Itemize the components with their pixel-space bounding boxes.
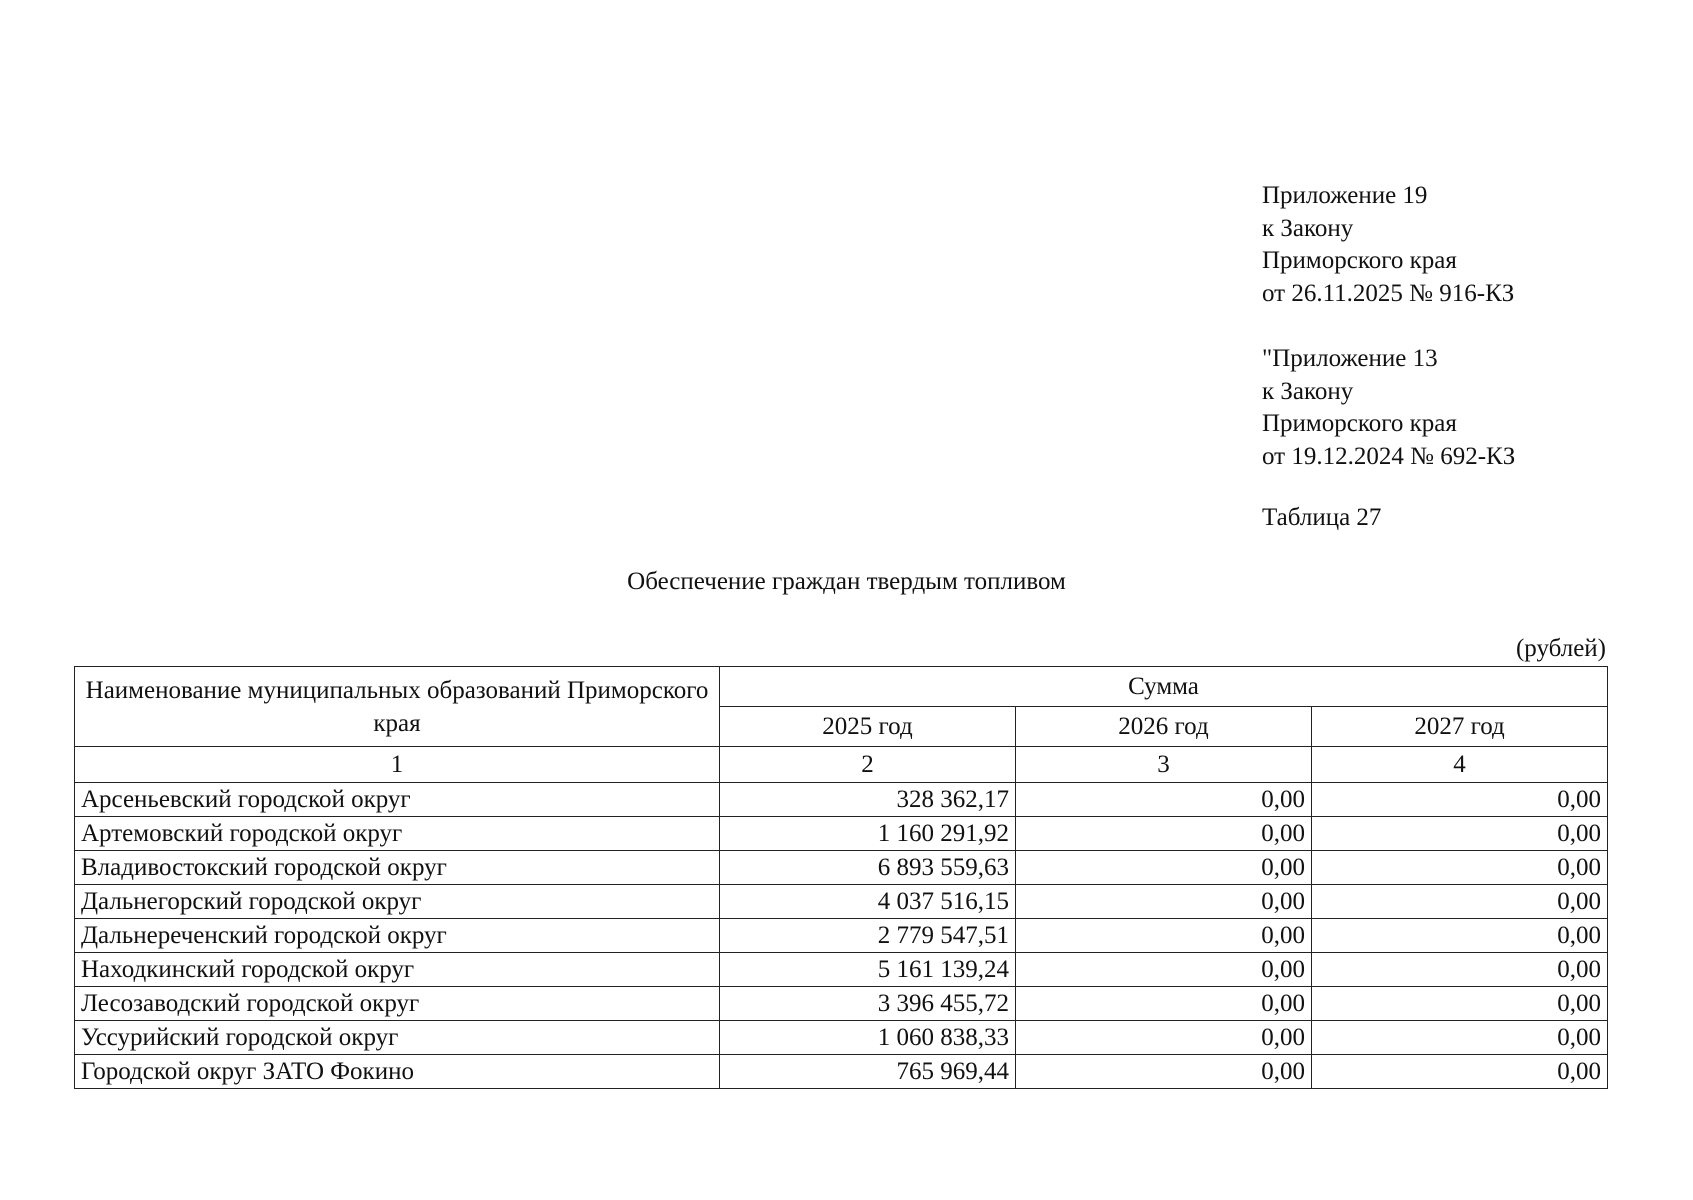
column-number: 2 — [720, 747, 1016, 783]
municipality-name: Лесозаводский городской округ — [75, 987, 720, 1021]
units-label: (рублей) — [1515, 635, 1606, 662]
municipality-name: Находкинский городской округ — [75, 953, 720, 987]
amount-2025: 2 779 547,51 — [720, 919, 1016, 953]
column-number: 3 — [1016, 747, 1312, 783]
annex-reference-previous — [1262, 343, 1515, 473]
document-title: Обеспечение граждан твердым топливом — [627, 568, 1066, 595]
annex-line: к Закону — [1262, 377, 1354, 405]
amount-2025: 765 969,44 — [720, 1055, 1016, 1089]
table-row — [75, 987, 1608, 1021]
amount-2027: 0,00 — [1312, 987, 1608, 1021]
column-number: 1 — [75, 747, 720, 783]
annex-line: Приложение 19 — [1262, 182, 1428, 209]
table-row — [75, 851, 1608, 885]
year-header-2027: 2027 год — [1312, 707, 1608, 747]
amount-2027: 0,00 — [1312, 885, 1608, 919]
amount-2027: 0,00 — [1312, 817, 1608, 851]
year-header-2025: 2025 год — [720, 707, 1016, 747]
amount-2027: 0,00 — [1312, 783, 1608, 817]
amount-2025: 1 160 291,92 — [720, 817, 1016, 851]
amount-2026: 0,00 — [1016, 885, 1312, 919]
amount-2026: 0,00 — [1016, 1021, 1312, 1055]
table-row — [75, 817, 1608, 851]
annex-line: от 19.12.2024 № 692-КЗ — [1262, 442, 1516, 470]
amount-2025: 4 037 516,15 — [720, 885, 1016, 919]
amount-2026: 0,00 — [1016, 817, 1312, 851]
fuel-allocation-table — [74, 666, 1608, 1089]
amount-2027: 0,00 — [1312, 1055, 1608, 1089]
annex-reference-current — [1262, 180, 1514, 310]
amount-2026: 0,00 — [1016, 919, 1312, 953]
annex-line: Приморского края — [1262, 247, 1457, 274]
column-number-row — [75, 747, 1608, 783]
table-number: Таблица 27 — [1262, 504, 1382, 531]
municipality-name: Дальнегорский городской округ — [75, 885, 720, 919]
municipality-name: Уссурийский городской округ — [75, 1021, 720, 1055]
municipality-name: Дальнереченский городской округ — [75, 919, 720, 953]
table-row — [75, 953, 1608, 987]
amount-2025: 3 396 455,72 — [720, 987, 1016, 1021]
amount-2026: 0,00 — [1016, 1055, 1312, 1089]
amount-2025: 5 161 139,24 — [720, 953, 1016, 987]
table-row — [75, 885, 1608, 919]
table-row — [75, 1055, 1608, 1089]
year-header-2026: 2026 год — [1016, 707, 1312, 747]
sum-column-header: Сумма — [720, 667, 1608, 707]
table-row — [75, 919, 1608, 953]
amount-2025: 1 060 838,33 — [720, 1021, 1016, 1055]
annex-line: Приморского края — [1262, 410, 1457, 437]
name-column-header: Наименование муниципальных образований Приморского края — [75, 667, 720, 747]
column-number: 4 — [1312, 747, 1608, 783]
header-row — [75, 667, 1608, 707]
annex-line: к Закону — [1262, 214, 1354, 242]
municipality-name: Владивостокский городской округ — [75, 851, 720, 885]
amount-2025: 6 893 559,63 — [720, 851, 1016, 885]
annex-line: от 26.11.2025 № 916-КЗ — [1262, 279, 1515, 307]
amount-2026: 0,00 — [1016, 783, 1312, 817]
amount-2027: 0,00 — [1312, 1021, 1608, 1055]
table-row — [75, 783, 1608, 817]
amount-2026: 0,00 — [1016, 953, 1312, 987]
annex-line: "Приложение 13 — [1262, 345, 1438, 372]
amount-2026: 0,00 — [1016, 851, 1312, 885]
amount-2027: 0,00 — [1312, 919, 1608, 953]
amount-2025: 328 362,17 — [720, 783, 1016, 817]
table-row — [75, 1021, 1608, 1055]
municipality-name: Артемовский городской округ — [75, 817, 720, 851]
amount-2026: 0,00 — [1016, 987, 1312, 1021]
amount-2027: 0,00 — [1312, 953, 1608, 987]
municipality-name: Арсеньевский городской округ — [75, 783, 720, 817]
amount-2027: 0,00 — [1312, 851, 1608, 885]
municipality-name: Городской округ ЗАТО Фокино — [75, 1055, 720, 1089]
